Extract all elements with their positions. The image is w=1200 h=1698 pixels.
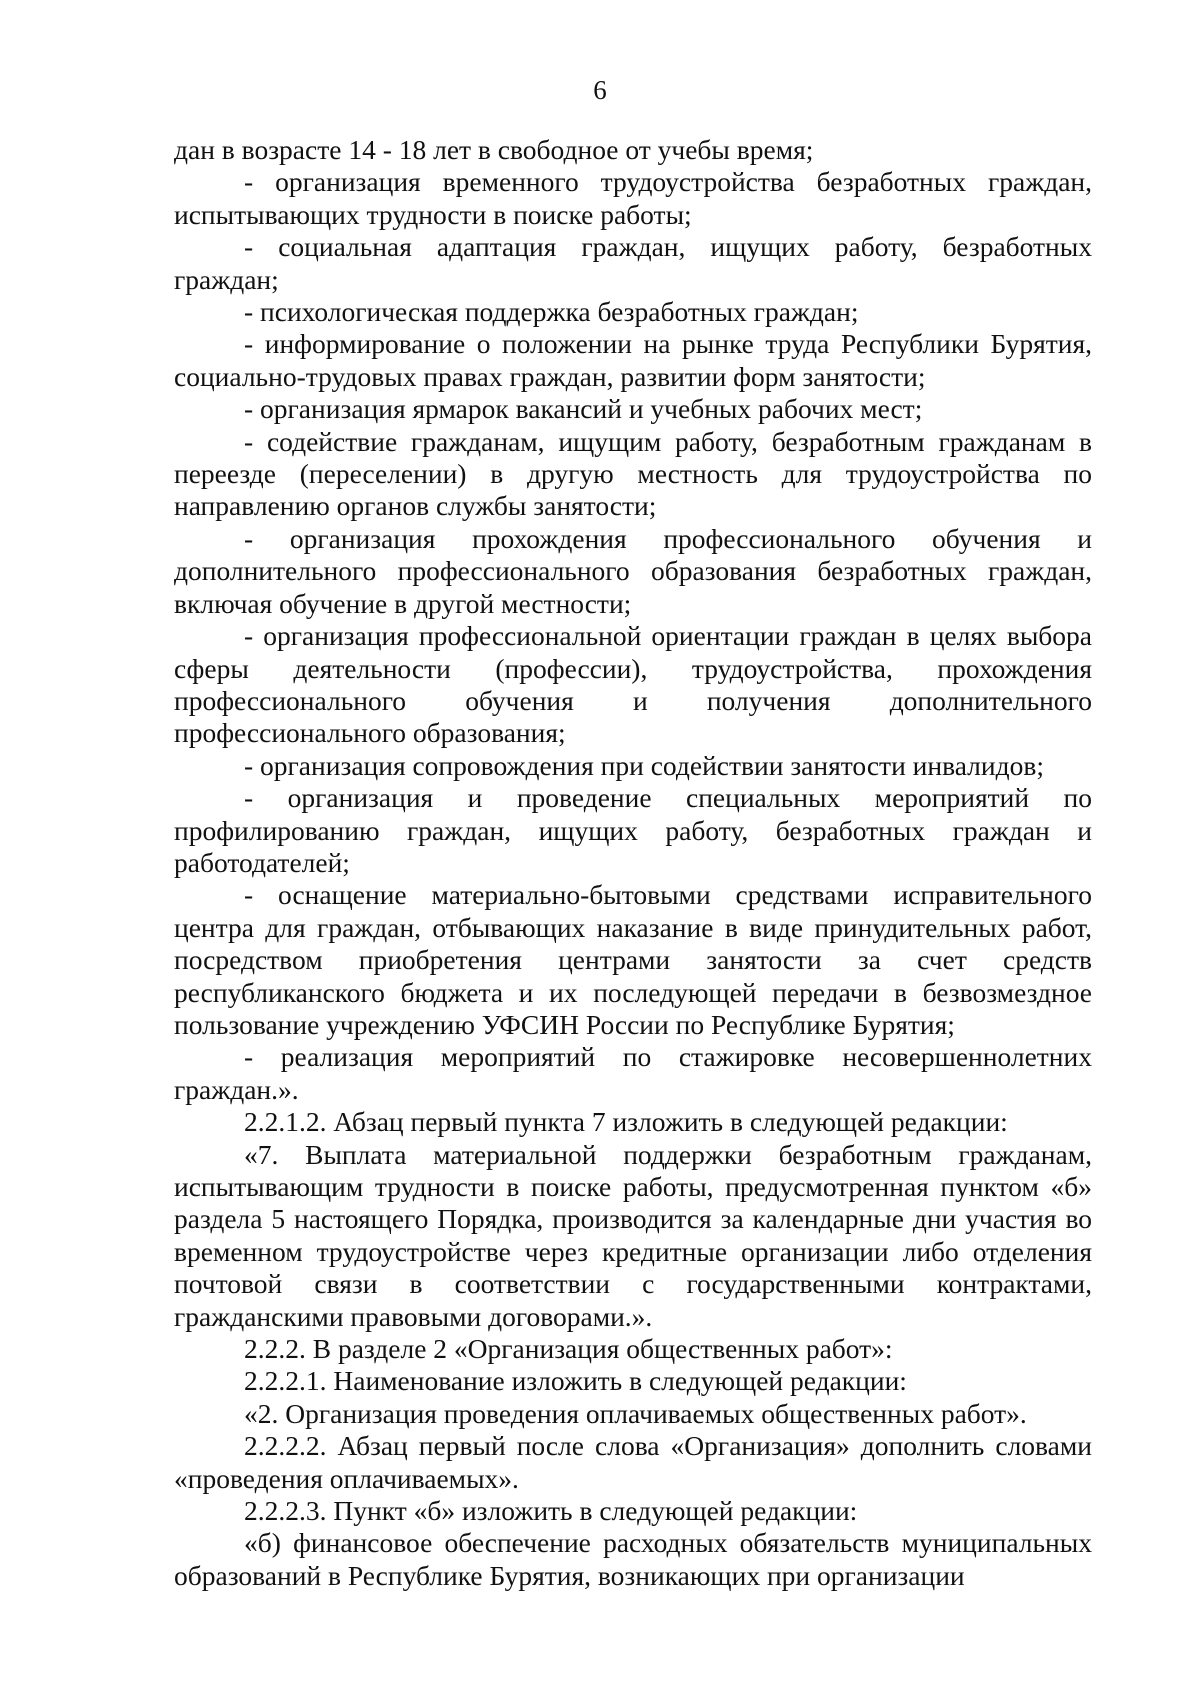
paragraph: 2.2.1.2. Абзац первый пункта 7 изложить в следующей редакции: [244,1106,1008,1138]
paragraph: - организация сопровождения при содействии занятости инвалидов; [244,749,1044,781]
page-number: 6 [593,75,607,105]
paragraph: - организация временного трудоустройства безработных граждан, испытывающих трудности в поиске работы; [174,166,1092,230]
paragraph: 2.2.2.2. Абзац первый после слова «Организация» дополнить словами «проведения оплачиваемых». [174,1430,1092,1494]
paragraph: «7. Выплата материальной поддержки безработным гражданам, испытывающим трудности в поиске работы, предусмотренная пунктом «б» раздела 5 настоящего Порядка, производится за календарные дни участия во временном трудоустройстве через кредитные организации либо отделения почтовой связи в соответствии с государственными контрактами, гражданскими правовыми договорами.». [174,1138,1092,1332]
paragraph: «2. Организация проведения оплачиваемых общественных работ». [244,1397,1027,1429]
paragraph: - содействие гражданам, ищущим работу, безработным гражданам в переезде (переселении) в другую местность для трудоустройства по направлению органов службы занятости; [174,425,1092,522]
paragraph: - информирование о положении на рынке труда Республики Бурятия, социально-трудовых правах граждан, развитии форм занятости; [174,328,1092,392]
paragraph: - социальная адаптация граждан, ищущих работу, безработных граждан; [174,231,1092,295]
paragraph: дан в возрасте 14 - 18 лет в свободное от учебы время; [174,134,814,165]
paragraph: 2.2.2.1. Наименование изложить в следующей редакции: [244,1365,907,1397]
document-body [174,134,1092,1592]
paragraph: - оснащение материально-бытовыми средствами исправительного центра для граждан, отбывающих наказание в виде принудительных работ, посредством приобретения центрами занятости за счет средств республиканского бюджета и их последующей передачи в безвозмездное пользование учреждению УФСИН России по Республике Бурятия; [174,879,1092,1040]
paragraph: - организация и проведение специальных мероприятий по профилированию граждан, ищущих работу, безработных граждан и работодателей; [174,782,1092,878]
paragraph: - организация прохождения профессионального обучения и дополнительного профессионального образования безработных граждан, включая обучение в другой местности; [174,522,1092,619]
paragraph: - реализация мероприятий по стажировке несовершеннолетних граждан.». [174,1041,1092,1105]
paragraph: - организация ярмарок вакансий и учебных рабочих мест; [244,393,923,425]
paragraph: 2.2.2.3. Пункт «б» изложить в следующей редакции: [244,1495,858,1527]
paragraph: - организация профессиональной ориентации граждан в целях выбора сферы деятельности (профессии), трудоустройства, прохождения профессионального обучения и получения дополнительного профессионального образования; [174,620,1092,749]
paragraph: 2.2.2. В разделе 2 «Организация общественных работ»: [244,1333,893,1365]
paragraph: «б) финансовое обеспечение расходных обязательств муниципальных образований в Республике Бурятия, возникающих при организации [174,1527,1092,1591]
paragraph: - психологическая поддержка безработных граждан; [244,296,859,328]
